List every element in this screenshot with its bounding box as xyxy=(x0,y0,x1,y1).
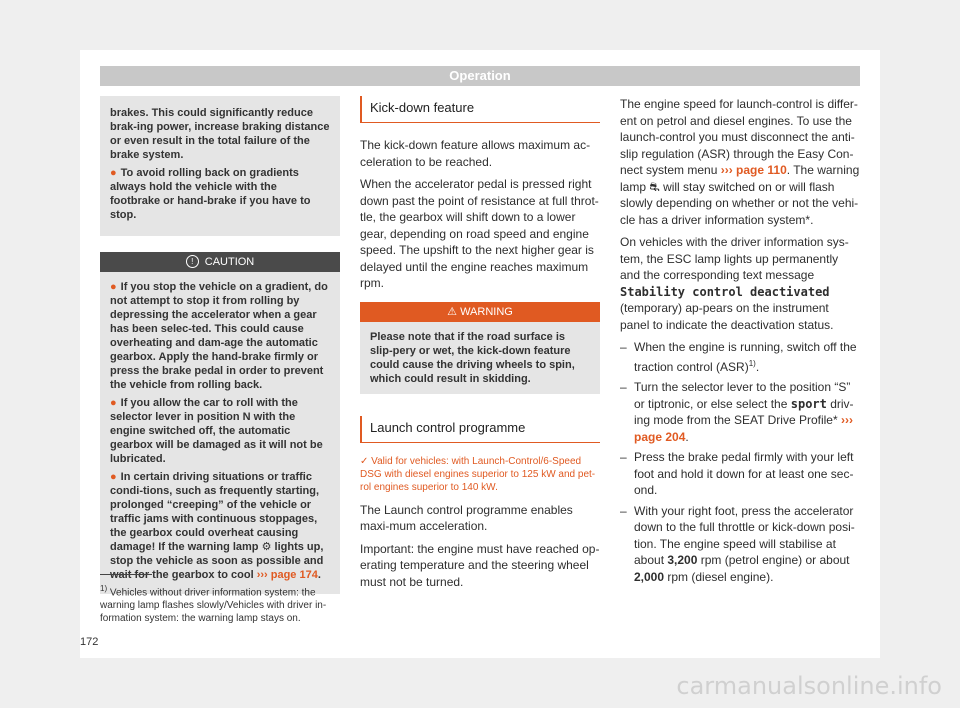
column-1 xyxy=(100,96,340,594)
footnote-divider xyxy=(100,574,152,575)
page-number: 172 xyxy=(80,636,99,648)
asr-warning-icon: ⛐ xyxy=(649,179,660,194)
step-4: – With your right foot, press the accelerator down to the full throttle or kick-down posi-tion. The engine speed will stabilise at about 3,200 rpm (petrol engine) or about 2,000 rpm (diesel engine). xyxy=(620,503,860,586)
bullet-icon: ● xyxy=(110,281,117,293)
paragraph: On vehicles with the driver information sys-tem, the ESC lamp lights up permanently and the corresponding text message Stability control deactivated (temporary) ap-pears on the instrument panel to indicate the deactivation status. xyxy=(620,235,849,332)
caution-bullet-2: ● If you allow the car to roll with the selector lever in position N with the engine switched off, the automatic gearbox will be damaged as it will not be lubricated. xyxy=(110,397,323,465)
paragraph: Important: the engine must have reached op-erating temperature and the steering wheel must not be turned. xyxy=(360,541,600,589)
validity-note: ✓ Valid for vehicles: with Launch-Control/6-Speed DSG with diesel engines superior to 125 kW and pet-rol engines superior to 140 kW. xyxy=(360,455,596,493)
paragraph: The kick-down feature allows maximum ac-celeration to be reached. xyxy=(360,138,591,169)
column-2 xyxy=(360,96,600,596)
info-icon: ! xyxy=(186,255,199,268)
page-header: Operation xyxy=(100,66,860,86)
caution-bullet-1: ● If you stop the vehicle on a gradient, do not attempt to stop it from rolling by depressing the accelerator when a gear has been selec-ted. This could cause overheating and dam-age the automatic gearbox. Apply the hand-brake firmly or press the brake pedal in order to prevent the vehicle from rolling back. xyxy=(110,281,328,391)
step-1: – When the engine is running, switch off the traction control (ASR)$^{1)}$. xyxy=(620,339,860,375)
bullet-icon: ● xyxy=(110,167,117,179)
warning-box xyxy=(360,302,600,394)
section-title-launch: Launch control programme xyxy=(360,416,600,443)
paragraph: The Launch control programme enables maxi-mum acceleration. xyxy=(360,502,573,533)
warning-continuation-box xyxy=(100,96,340,236)
footnote: $^{1)}$ Vehicles without driver information system: the warning lamp flashes slowly/Vehicles with driver in-formation system: the warning lamp stays on. xyxy=(100,584,327,625)
warning-bullet: ● To avoid rolling back on gradients always hold the vehicle with the footbrake or hand-brake if you have to stop. xyxy=(110,167,311,221)
page-link[interactable]: ››› page 110 xyxy=(720,163,787,177)
column-3 xyxy=(620,96,860,589)
section-title-kickdown: Kick-down feature xyxy=(360,96,600,123)
page-link[interactable]: ››› page 174 xyxy=(256,569,318,581)
bullet-icon: ● xyxy=(110,471,117,483)
paragraph: When the accelerator pedal is pressed right down past the point of resistance at full throt-tle, the gearbox will shift down to a lower gear, depending on road speed and engine speed. The upshift to the next higher gear is delayed until the engine reaches maximum rpm. xyxy=(360,177,599,290)
warning-text: brakes. This could significantly reduce brak-ing power, increase braking distance or even result in the total failure of the brake system. xyxy=(110,107,330,161)
warning-triangle-icon: ⚠ xyxy=(447,305,461,318)
caution-box xyxy=(100,252,340,594)
step-3: – Press the brake pedal firmly with your left foot and hold it down for at least one sec-ond. xyxy=(620,449,860,499)
check-icon: ✓ xyxy=(360,455,372,467)
bullet-icon: ● xyxy=(110,397,117,409)
caution-bullet-3: ● In certain driving situations or traffic condi-tions, such as frequently starting, prolonged “creeping” of the vehicle or traffic jams with continuous stoppages, the gearbox could overheat causing damage! If the warning lamp ⚙ lights up, stop the vehicle as soon as possible and wait for the gearbox to cool ››› page 174. xyxy=(110,471,324,581)
warning-header: ⚠ WARNING xyxy=(360,302,600,322)
step-2: – Turn the selector lever to the position “S” or tiptronic, or else select the sport driv-ing mode from the SEAT Drive Profile* ››› page 204. xyxy=(620,379,860,445)
page-link[interactable]: ››› page 204 xyxy=(634,413,853,444)
paragraph: The engine speed for launch-control is differ-ent on petrol and diesel engines. To use the launch-control you must disconnect the anti-slip regulation (ASR) through the Easy Con-nect system menu ››› page 110. The warning lamp ⛐ will stay switched on or will flash slowly depending on whether or not the vehi-cle has a driver information system*. xyxy=(620,97,860,227)
caution-header: ! CAUTION xyxy=(100,252,340,272)
watermark: carmanualsonline.info xyxy=(676,672,942,700)
gearbox-warning-icon: ⚙ xyxy=(261,541,272,553)
warning-text: Please note that if the road surface is slip-pery or wet, the kick-down feature could cause the driving wheels to spin, which could result in skidding. xyxy=(370,330,575,385)
